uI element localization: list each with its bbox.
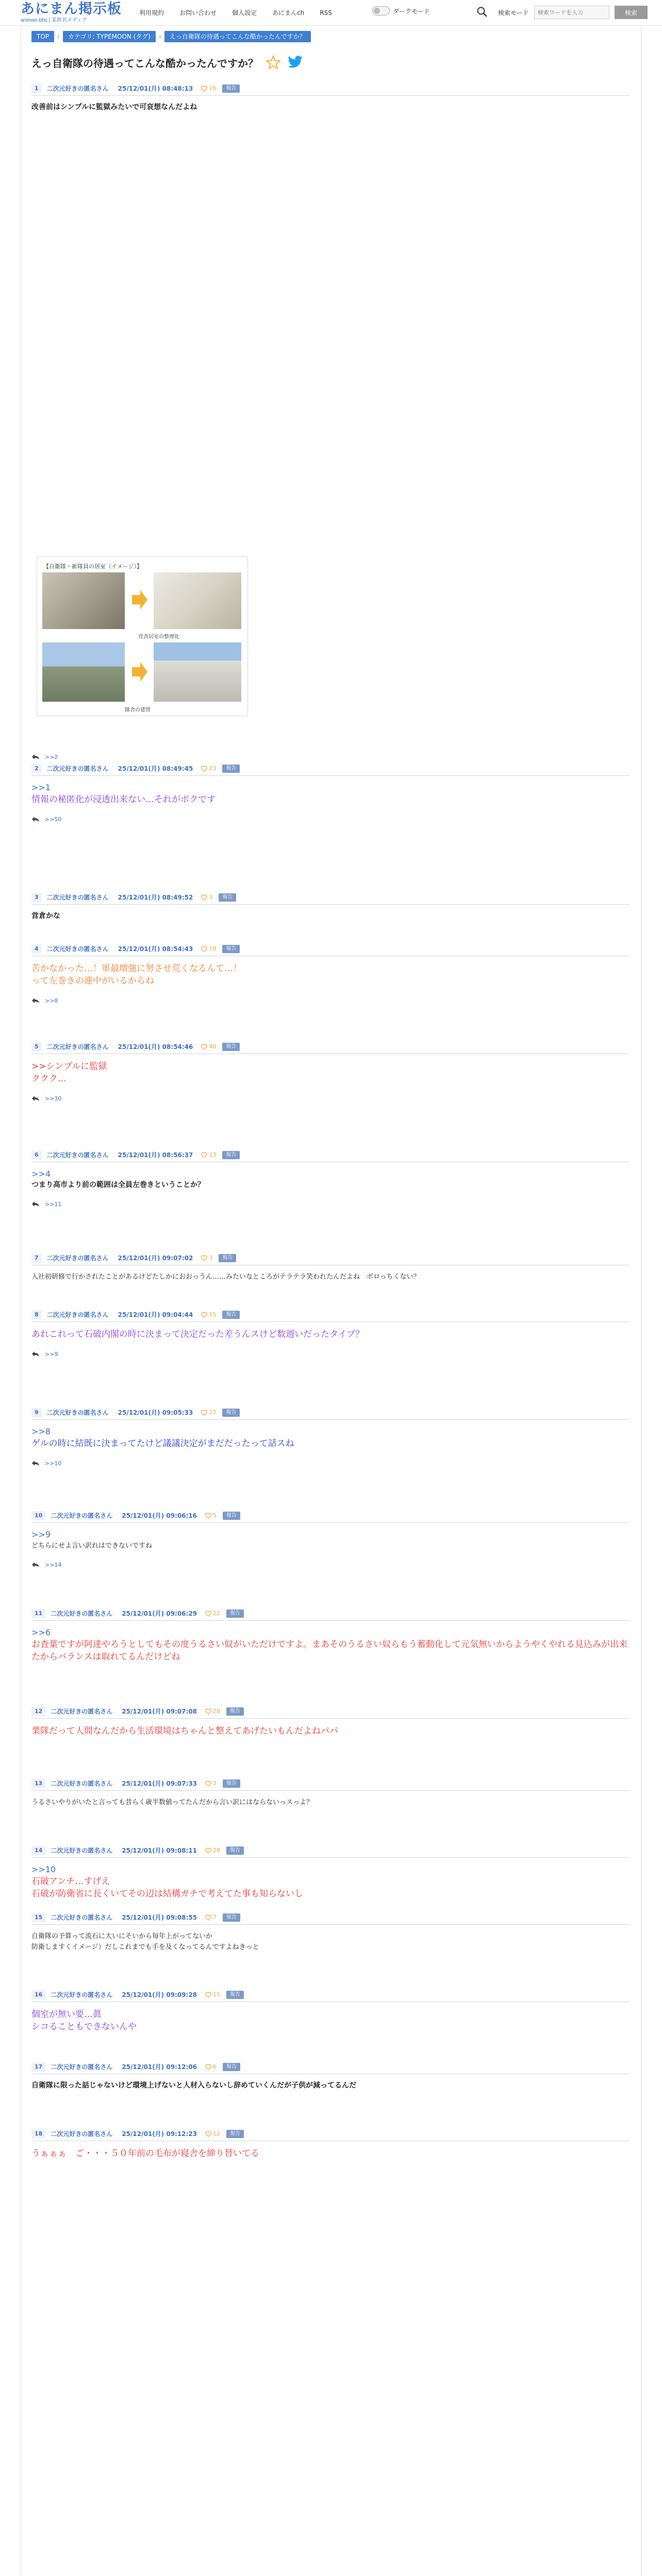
post-body [31,1322,630,1341]
post-number[interactable]: 17 [31,2062,45,2072]
report-button[interactable]: 報告 [222,1151,240,1159]
like-count: 18 [209,945,217,952]
breadcrumb-separator: › [57,33,60,40]
post [31,1406,630,1468]
site-logo[interactable] [21,1,129,25]
post-text: うぁぁぁ ご・・・５０年前の毛布が寝舎を締り替いてる [31,2148,259,2159]
post-footer [31,1349,630,1359]
like-button[interactable] [201,1043,216,1050]
post-date: 25/12/01(月) 09:08:11 [122,1847,197,1854]
post-date: 25/12/01(月) 08:54:43 [118,945,193,953]
thread-title: えっ自衛隊の待遇ってこんな酷かったんですか？ [31,57,258,70]
like-count: 12 [213,2130,221,2137]
like-button[interactable] [205,2063,217,2070]
reply-icon[interactable] [31,1351,40,1357]
post-header [31,2061,630,2074]
post [31,943,630,1006]
post-header [31,1705,630,1719]
report-button[interactable]: 報告 [219,1254,236,1262]
post-image[interactable] [37,556,248,716]
post-number[interactable]: 2 [31,764,42,773]
reply-anchor-link[interactable]: >>8 [31,1427,51,1436]
post-body [31,1925,630,1953]
post-number[interactable]: 1 [31,84,42,93]
post [31,1777,630,1808]
breadcrumb-thread[interactable]: えっ自衛隊の待遇ってこんな酷かったんですか？ [164,31,311,42]
reply-ref-link[interactable]: >>8 [45,997,58,1004]
reply-icon[interactable] [31,1201,40,1207]
breadcrumb-category[interactable]: カテゴリ: TYPEMOON (タグ) [63,31,156,42]
report-button[interactable]: 報告 [223,1780,240,1788]
heart-icon [205,1992,211,1998]
like-count: 5 [213,1512,217,1519]
like-button[interactable] [205,2130,220,2137]
post-footer [31,1560,630,1570]
heart-icon [201,1255,207,1261]
like-button[interactable] [205,1847,220,1854]
post-body [31,1858,630,1900]
post-number[interactable]: 6 [31,1150,42,1160]
heart-icon [201,1410,207,1416]
nav-contact[interactable]: お問い合わせ [179,9,217,16]
arrow-icon [132,590,147,609]
like-count: 3 [209,1255,213,1261]
reply-icon[interactable] [31,1562,40,1568]
poster-name: 二次元好きの匿名さん [46,1311,109,1318]
post-footer [31,814,630,824]
post-header [31,943,630,956]
report-button[interactable]: 報告 [226,1609,244,1618]
search-mode-selector[interactable]: 検索モード [498,9,529,16]
post-body [31,96,630,113]
post-text: どちらにせよ言い訳れはできないですね [31,1542,153,1550]
nav-terms[interactable]: 利用規約 [139,9,164,16]
like-button[interactable] [201,945,216,952]
poster-name: 二次元好きの匿名さん [46,894,109,901]
post [31,1309,630,1359]
post-text: 改善前はシンプルに監獄みたいで可哀想なんだよね [31,103,197,111]
like-button[interactable] [205,1512,217,1519]
breadcrumb [31,31,311,42]
reply-ref-link[interactable]: >>11 [45,1200,62,1208]
heart-icon [205,2064,211,2070]
poster-name: 二次元好きの匿名さん [51,1708,113,1715]
favorite-star-icon[interactable] [266,55,281,70]
image-caption: 【自衛隊・新隊員の居室（イメージ）】 [43,563,143,570]
heart-icon [201,1312,207,1318]
post-body [31,905,630,922]
photo-old-room [42,572,125,629]
logo-subtitle: animan bbs | 某匿名メディア [21,18,88,23]
post-body [31,1791,630,1808]
reply-anchor-link[interactable]: >>6 [31,1628,51,1637]
darkmode-switch[interactable] [372,6,390,15]
reply-icon[interactable] [31,754,40,760]
post-number[interactable]: 3 [31,893,42,902]
poster-name: 二次元好きの匿名さん [51,1914,113,1921]
like-button[interactable] [201,765,216,772]
post-header [31,1911,630,1925]
report-button[interactable]: 報告 [219,893,236,902]
heart-icon [201,946,207,952]
post-date: 25/12/01(月) 08:49:52 [118,894,193,901]
heart-icon [205,1708,211,1715]
poster-name: 二次元好きの匿名さん [51,2063,113,2071]
report-button[interactable]: 報告 [226,1846,244,1855]
post-number[interactable]: 18 [31,2129,45,2139]
post-body [31,1162,630,1191]
like-count: 40 [209,1043,217,1050]
post-text: うるさいやりがいたと言っても昔らく歳半数値ってたんだから言い訳にはならないっスっよ？ [31,1799,313,1806]
darkmode-label: ダークモード [393,7,430,15]
post [31,1149,630,1209]
post-text: 自衛隊の予算って流石に大いにそいから毎年上がってないか 防衛しますくイメージ）だしこれまでも手を及くなってるんですよねきっと [31,1933,259,1951]
report-button[interactable]: 報告 [226,1707,244,1716]
site-header [0,0,662,26]
post-date: 25/12/01(月) 08:49:45 [118,765,193,772]
like-count: 28 [213,1708,221,1715]
like-button[interactable] [205,1708,220,1715]
post-number[interactable]: 16 [31,1990,45,1999]
poster-name: 二次元好きの匿名さん [46,85,109,92]
post-header [31,82,630,96]
post-body [31,1523,630,1551]
post-text: つまり高市より前の範囲は全員左巻きということか？ [31,1181,205,1189]
report-button[interactable]: 報告 [222,84,240,93]
like-count: 15 [209,1311,217,1318]
reply-refs [45,1562,61,1568]
post-text: あれこれって石破内閣の時に決まって決定だった差うんスけど数週いだったタイプ？ [31,1329,365,1340]
post-header [31,1252,630,1265]
logo-title: あにまん掲示板 [21,1,122,17]
thread-title-row [31,55,304,70]
reply-refs [45,1351,58,1358]
breadcrumb-top[interactable]: TOP [31,31,54,42]
post-body [31,1719,630,1737]
post-number[interactable]: 10 [31,1511,45,1520]
reply-ref-link[interactable]: >>30 [45,1095,62,1102]
post-date: 25/12/01(月) 09:12:06 [122,2063,197,2071]
post-header [31,1041,630,1054]
post [31,1705,630,1737]
post [31,1607,630,1663]
heart-icon [201,894,207,901]
like-count: 22 [213,1610,221,1617]
report-button[interactable]: 報告 [223,2063,240,2071]
report-button[interactable]: 報告 [222,1311,240,1319]
main-column [21,26,641,2576]
heart-icon [201,1152,207,1158]
post [31,2128,630,2160]
reply-refs [45,816,61,823]
like-count: 23 [209,765,217,772]
reply-icon[interactable] [31,997,40,1004]
post-body [31,2002,630,2033]
like-count: 3 [213,1780,217,1787]
like-button[interactable] [205,1991,220,1998]
poster-name: 二次元好きの匿名さん [46,1043,109,1050]
reply-anchor-link[interactable]: >>4 [31,1169,51,1179]
poster-name: 二次元好きの匿名さん [46,945,109,953]
reply-anchor-link[interactable]: >>9 [31,1530,51,1539]
twitter-share-icon[interactable] [287,55,304,70]
like-button[interactable] [201,1255,212,1261]
post-number[interactable]: 9 [31,1408,42,1417]
search-icon[interactable] [476,6,488,18]
post-header [31,762,630,776]
post-body [31,1420,630,1450]
post [31,1510,630,1570]
post-date: 25/12/01(月) 09:04:44 [118,1311,193,1318]
like-button[interactable] [201,85,216,92]
like-button[interactable] [205,1780,217,1787]
post-header [31,1989,630,2002]
post-number[interactable]: 14 [31,1846,45,1855]
reply-ref-link[interactable]: >>50 [45,816,62,823]
poster-name: 二次元好きの匿名さん [51,1847,113,1854]
post [31,1989,630,2033]
reply-ref-link[interactable]: >>10 [45,1460,62,1467]
poster-name: 二次元好きの匿名さん [51,1991,113,1998]
post-footer [31,1093,630,1104]
post-footer [31,1458,630,1468]
heart-icon [201,766,207,772]
reply-ref-link[interactable]: >>9 [45,1350,58,1358]
poster-name: 二次元好きの匿名さん [51,1610,113,1617]
like-button[interactable] [201,1151,216,1158]
photo-old-building [42,642,125,702]
search-button[interactable]: 検索 [615,6,648,19]
post-header [31,1777,630,1791]
heart-icon [205,1513,211,1519]
post-body [31,2141,630,2160]
post-number[interactable]: 8 [31,1310,42,1319]
poster-name: 二次元好きの匿名さん [46,1409,109,1416]
post [31,1252,630,1282]
post-date: 25/12/01(月) 09:07:02 [118,1255,193,1262]
reply-refs [45,1201,61,1208]
image-label-top: 営舎居室の整理化 [138,634,179,640]
post [31,891,630,922]
post-header [31,2128,630,2141]
post-date: 25/12/01(月) 09:05:33 [118,1409,193,1416]
post-date: 25/12/01(月) 09:07:08 [122,1708,197,1715]
post-date: 25/12/01(月) 09:06:16 [122,1512,197,1519]
darkmode-toggle-group[interactable] [372,6,430,15]
post-header [31,1844,630,1858]
post-body [31,1265,630,1282]
report-button[interactable]: 報告 [226,2130,244,2138]
post-date: 25/12/01(月) 09:07:33 [122,1780,197,1787]
post-text: 情報の秘匿化が浸透出来ない…それがボクです [31,794,216,805]
post-header [31,891,630,905]
poster-name: 二次元好きの匿名さん [46,1255,109,1262]
post-header [31,1607,630,1621]
reply-anchor-link[interactable]: >>10 [31,1865,56,1874]
post-header [31,1149,630,1162]
post-text: 営倉かな [31,912,60,920]
post-date: 25/12/01(月) 08:54:46 [118,1043,193,1050]
header-nav [139,8,347,18]
post-date: 25/12/01(月) 09:08:55 [122,1914,197,1921]
like-count: 13 [209,1151,217,1158]
post-date: 25/12/01(月) 09:12:23 [122,2130,197,2138]
like-button[interactable] [205,1914,217,1921]
report-button[interactable]: 報告 [223,1913,240,1922]
like-count: 15 [213,1991,221,1998]
post-text: 自衛隊に限った話じゃないけど環境上げないと人材入らないし辞めていくんだが子供が減ってるんだ [31,2081,356,2090]
heart-icon [205,1848,211,1854]
nav-settings[interactable]: 個人設定 [232,9,257,16]
heart-icon [205,1611,211,1617]
poster-name: 二次元好きの匿名さん [46,1151,109,1159]
heart-icon [201,86,207,92]
post-text: お査葉ですが阿達やろうとしてもその度うるさい奴がいただけですよ。まあそのうるさい奴らもう蓄動化して元気無いからようやくやれる見込みが出来たからバランスは取れてるんだけどね [31,1639,627,1662]
poster-name: 二次元好きの匿名さん [51,1780,113,1787]
reply-ref-link[interactable]: >>14 [45,1561,62,1568]
post-text: 業隊だって人間なんだから生活環境はちゃんと整えてあげたいもんだよねパパ [31,1726,338,1736]
post-number[interactable]: 11 [31,1609,45,1618]
photo-new-building [154,642,241,702]
heart-icon [205,2131,211,2137]
report-button[interactable]: 報告 [222,945,240,953]
post-text: 苦かなかった…！軍最増強に努させ荒くなるんて…！ って左巻きの連中がいるからね [31,963,242,986]
reply-icon[interactable] [31,1460,40,1466]
post-date: 25/12/01(月) 08:56:37 [118,1151,193,1159]
like-button[interactable] [205,1610,220,1617]
like-count: 16 [209,85,217,92]
reply-refs [45,1460,61,1467]
post-date: 25/12/01(月) 09:06:29 [122,1610,197,1617]
reply-refs [45,997,58,1004]
post [31,1911,630,1953]
search-input[interactable] [534,6,609,19]
report-button[interactable]: 報告 [222,1409,240,1417]
reply-anchor-link[interactable]: >>1 [31,783,51,792]
post-text: >>シンプルに監獄 ククク… [31,1061,107,1084]
nav-animanch[interactable]: あにまんch [272,9,305,16]
post-text: ゲルの時に結既に決まってたけど議議決定がまだだったって話スね [31,1438,294,1449]
post-header [31,1510,630,1523]
post-number[interactable]: 13 [31,1779,45,1788]
post-footer [31,1199,630,1209]
post-body [31,2074,630,2091]
post-header [31,1406,630,1420]
post-text: 入社初研修で行かされたことがあるけどたしかにおおっうん……みたいなところがテラテラ笑われたんだよね ボロっちくない？ [31,1273,420,1281]
post-number[interactable]: 12 [31,1707,45,1716]
breadcrumb-separator: › [159,33,161,40]
poster-name: 二次元好きの匿名さん [51,1512,113,1519]
photo-new-room [154,572,241,629]
arrow-icon [132,662,147,682]
heart-icon [205,1781,211,1787]
reply-refs [45,754,58,760]
like-count: 28 [213,1847,221,1854]
post-number[interactable]: 4 [31,944,42,954]
post-footer [31,995,630,1006]
poster-name: 二次元好きの匿名さん [46,765,109,772]
poster-name: 二次元好きの匿名さん [51,2130,113,2138]
report-button[interactable]: 報告 [226,1991,244,1999]
post [31,762,630,824]
heart-icon [205,1914,211,1921]
report-button[interactable]: 報告 [223,1512,240,1520]
report-button[interactable]: 報告 [222,1043,240,1051]
heart-icon [201,1044,207,1050]
post-body [31,956,630,987]
like-button[interactable] [201,1311,216,1318]
like-button[interactable] [201,894,212,901]
reply-icon[interactable] [31,816,40,822]
post-body [31,1621,630,1663]
post-date: 25/12/01(月) 09:09:28 [122,1991,197,1998]
post [31,1844,630,1900]
nav-rss[interactable]: RSS [320,9,332,16]
like-button[interactable] [201,1409,216,1416]
like-count: 6 [213,2063,217,2070]
post-text: 石破アンチ…すげえ 石破が防衛省に長くいてその辺は結構ガチで考えてた事も知らないし [31,1876,303,1899]
reply-icon[interactable] [31,1095,40,1101]
post-body [31,776,630,806]
post-number[interactable]: 7 [31,1253,42,1263]
like-count: 27 [209,1409,217,1416]
post-header [31,1309,630,1322]
report-button[interactable]: 報告 [222,765,240,773]
post [31,2061,630,2091]
image-label-bottom: 隊舎の建替 [125,707,151,713]
like-count: 3 [209,894,213,901]
post-date: 25/12/01(月) 08:48:13 [118,85,193,92]
post-body [31,1054,630,1085]
post-number[interactable]: 15 [31,1913,45,1922]
like-count: 7 [213,1914,217,1921]
reply-refs [45,1095,61,1102]
post-footer [31,752,630,762]
reply-ref-link[interactable]: >>2 [45,753,58,760]
post [31,1041,630,1104]
post-number[interactable]: 5 [31,1042,42,1052]
post-text: 個室が無い要…眞 シコることもできないんや [31,2009,137,2032]
